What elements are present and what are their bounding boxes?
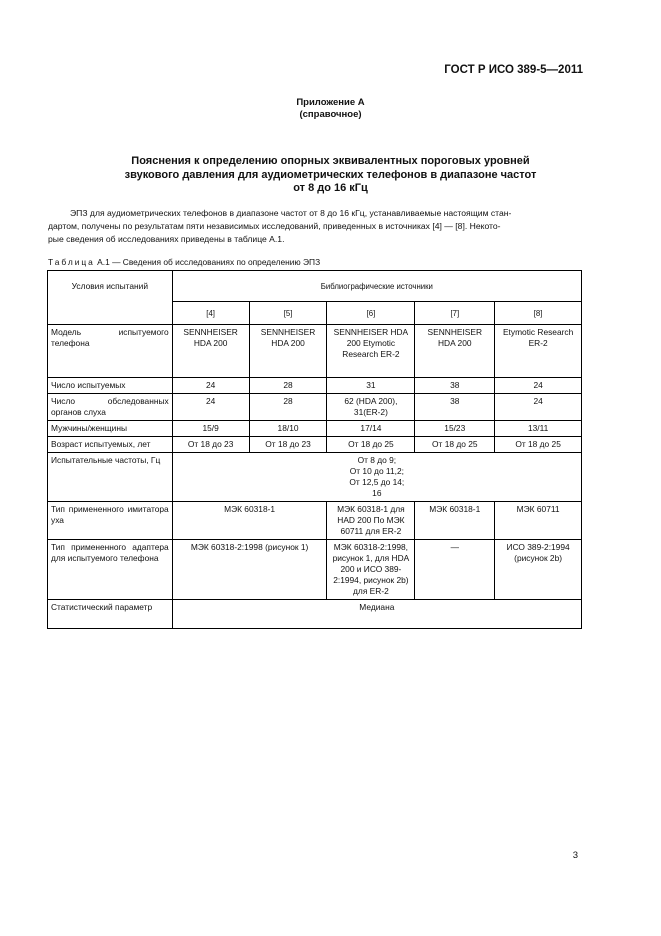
table-cell: 28 bbox=[249, 394, 327, 421]
annex-kind: (справочное) bbox=[299, 109, 362, 120]
table-cell: Медиана bbox=[172, 600, 581, 629]
frequency-line: 16 bbox=[372, 488, 382, 498]
table-cell: От 18 до 25 bbox=[327, 437, 415, 453]
table-cell: SENNHEISER HDA 200 bbox=[415, 325, 495, 378]
source-ref: [5] bbox=[249, 302, 327, 325]
intro-paragraph bbox=[48, 207, 580, 247]
title-line: от 8 до 16 кГц bbox=[293, 182, 368, 194]
table-cell: — bbox=[415, 540, 495, 600]
table-cell: МЭК 60711 bbox=[495, 502, 582, 540]
row-label: Мужчины/женщины bbox=[48, 421, 173, 437]
row-label: Статистический параметр bbox=[48, 600, 173, 629]
conditions-header: Условия испытаний bbox=[48, 271, 173, 325]
source-ref: [7] bbox=[415, 302, 495, 325]
title-line: Пояснения к определению опорных эквивалентных пороговых уровней bbox=[131, 155, 530, 167]
table-cell: 24 bbox=[495, 394, 582, 421]
page-number: 3 bbox=[572, 850, 578, 861]
table-cell: SENNHEISER HDA 200 bbox=[172, 325, 249, 378]
source-ref: [8] bbox=[495, 302, 582, 325]
table-row bbox=[48, 600, 582, 629]
sources-header: Библиографические источники bbox=[172, 271, 581, 302]
paragraph-line: дартом, получены по результатам пяти независимых исследований, приведенных в источниках [4] — [8]. Некото- bbox=[48, 221, 501, 232]
table-cell: 28 bbox=[249, 378, 327, 394]
table-row bbox=[48, 421, 582, 437]
frequency-line: От 12,5 до 14; bbox=[349, 477, 405, 487]
source-ref: [4] bbox=[172, 302, 249, 325]
table-row bbox=[48, 502, 582, 540]
annex-heading bbox=[0, 97, 661, 121]
frequency-line: От 8 до 9; bbox=[357, 455, 397, 465]
table-cell: 24 bbox=[172, 394, 249, 421]
table-row bbox=[48, 325, 582, 378]
document-title bbox=[0, 155, 661, 196]
row-label: Тип примененного адаптера для испытуемого телефона bbox=[48, 540, 173, 600]
source-ref: [6] bbox=[327, 302, 415, 325]
table-cell: SENNHEISER HDA 200 bbox=[249, 325, 327, 378]
table-cell: МЭК 60318-1 для HAD 200 По МЭК 60711 для ER-2 bbox=[327, 502, 415, 540]
table-cell: 38 bbox=[415, 378, 495, 394]
row-label: Модель испытуемого телефона bbox=[48, 325, 173, 378]
table-cell: 62 (HDA 200), 31(ER-2) bbox=[327, 394, 415, 421]
frequencies-cell bbox=[172, 453, 581, 502]
table-cell: От 18 до 25 bbox=[495, 437, 582, 453]
table-row bbox=[48, 378, 582, 394]
table-cell: От 18 до 25 bbox=[415, 437, 495, 453]
table-cell: 15/9 bbox=[172, 421, 249, 437]
table-cell: МЭК 60318-2:1998 (рисунок 1) bbox=[172, 540, 327, 600]
table-caption bbox=[48, 257, 320, 267]
standard-designation: ГОСТ Р ИСО 389-5—2011 bbox=[444, 64, 583, 76]
paragraph-line: рые сведения об исследованиях приведены в таблице А.1. bbox=[48, 234, 285, 245]
table-cell: МЭК 60318-1 bbox=[415, 502, 495, 540]
frequency-line: От 10 до 11,2; bbox=[349, 466, 404, 476]
studies-table bbox=[47, 270, 582, 629]
table-cell: SENNHEISER HDA 200 Etymotic Research ER-2 bbox=[327, 325, 415, 378]
table-row bbox=[48, 453, 582, 502]
row-label: Число испытуемых bbox=[48, 378, 173, 394]
paragraph-line: ЭПЗ для аудиометрических телефонов в диапазоне частот от 8 до 16 кГц, устанавливаемые настоящим стан- bbox=[70, 208, 512, 218]
table-cell: ИСО 389-2:1994 (рисунок 2b) bbox=[495, 540, 582, 600]
table-row bbox=[48, 540, 582, 600]
table-cell: 15/23 bbox=[415, 421, 495, 437]
table-caption-word: Таблица bbox=[48, 257, 95, 267]
row-label: Испытательные частоты, Гц bbox=[48, 453, 173, 502]
table-cell: От 18 до 23 bbox=[172, 437, 249, 453]
table-cell: 18/10 bbox=[249, 421, 327, 437]
table-cell: 13/11 bbox=[495, 421, 582, 437]
table-cell: МЭК 60318-1 bbox=[172, 502, 327, 540]
table-caption-text: А.1 — Сведения об исследованиях по определению ЭПЗ bbox=[97, 257, 321, 267]
table-cell: 24 bbox=[172, 378, 249, 394]
table-cell: МЭК 60318-2:1998, рисунок 1, для HDA 200 и ИСО 389-2:1994, рисунок 2b) для ER-2 bbox=[327, 540, 415, 600]
annex-title: Приложение А bbox=[296, 97, 365, 108]
table-cell: 38 bbox=[415, 394, 495, 421]
table-row bbox=[48, 394, 582, 421]
row-label: Возраст испытуемых, лет bbox=[48, 437, 173, 453]
title-line: звукового давления для аудиометрических телефонов в диапазоне частот bbox=[124, 168, 537, 181]
row-label: Число обследованных органов слуха bbox=[48, 394, 173, 421]
table-cell: От 18 до 23 bbox=[249, 437, 327, 453]
table-cell: 24 bbox=[495, 378, 582, 394]
row-label: Тип примененного имитатора уха bbox=[48, 502, 173, 540]
table-cell: 17/14 bbox=[327, 421, 415, 437]
table-row bbox=[48, 437, 582, 453]
table-cell: Etymotic Research ER-2 bbox=[495, 325, 582, 378]
table-cell: 31 bbox=[327, 378, 415, 394]
table-header-row bbox=[48, 271, 582, 302]
